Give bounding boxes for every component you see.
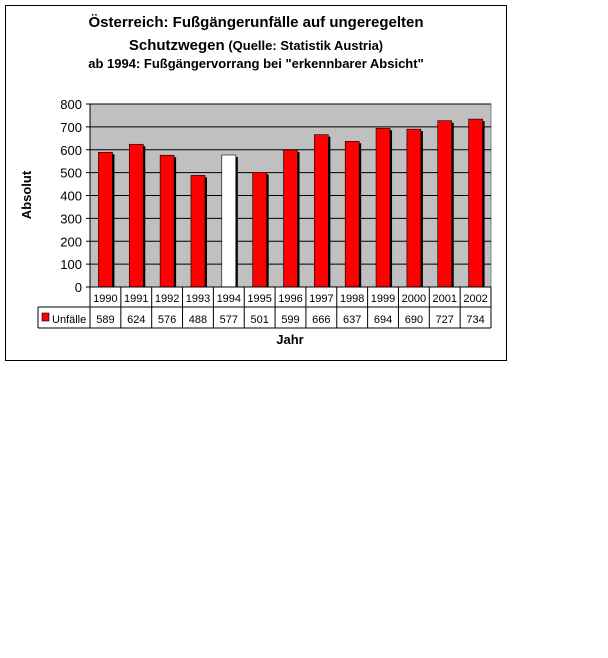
data-value-label: 576 (157, 314, 177, 326)
x-category-label: 1995 (247, 293, 272, 305)
x-category-label: 1990 (93, 293, 118, 305)
data-value-label: 690 (404, 314, 424, 326)
x-category-label: 2001 (432, 293, 457, 305)
x-axis-title: Jahr (276, 332, 304, 347)
x-category-label: 2000 (401, 293, 427, 305)
bar (284, 150, 298, 287)
y-tick-label: 500 (60, 165, 82, 181)
chart-title-source: (Quelle: Statistik Austria) (224, 38, 384, 53)
y-axis-title: Absolut (19, 170, 34, 220)
y-tick-label: 300 (60, 211, 82, 227)
data-value-label: 488 (188, 314, 208, 326)
legend-label: Unfälle (52, 314, 87, 326)
chart-title-main: Schutzwegen (128, 37, 225, 54)
y-tick-label: 400 (60, 188, 82, 204)
data-value-label: 694 (373, 314, 393, 326)
bar (129, 144, 143, 287)
y-tick-label: 700 (60, 119, 82, 135)
bar (253, 172, 267, 287)
y-tick-label: 200 (60, 234, 82, 250)
data-value-label: 599 (281, 314, 300, 326)
y-tick-label: 600 (60, 142, 82, 158)
bar (469, 119, 483, 287)
data-value-label: 734 (466, 314, 485, 326)
x-category-label: 1993 (185, 293, 211, 305)
x-category-label: 1991 (124, 293, 149, 305)
chart-title-line-1: Österreich: Fußgängerunfälle auf ungeregelten (88, 14, 424, 31)
chart-title-line-3: ab 1994: Fußgängervorrang bei "erkennbarer Absicht" (88, 56, 424, 71)
bar (98, 152, 112, 287)
bar (160, 155, 174, 287)
y-tick-label: 100 (60, 257, 82, 273)
data-value-label: 577 (219, 314, 238, 326)
x-category-label: 2002 (463, 293, 488, 305)
x-category-label: 1996 (278, 293, 303, 305)
data-value-label: 624 (127, 314, 146, 326)
bar (345, 141, 359, 287)
y-tick-label: 0 (74, 280, 82, 295)
x-category-label: 1994 (216, 293, 242, 305)
data-value-label: 501 (250, 314, 269, 326)
legend-swatch (42, 313, 49, 321)
bar (314, 135, 328, 287)
bar (222, 155, 236, 287)
data-value-label: 727 (435, 314, 454, 326)
bar (191, 175, 205, 287)
x-category-label: 1999 (370, 293, 396, 305)
x-category-label: 1997 (309, 293, 334, 305)
bar (376, 128, 390, 287)
bar (407, 129, 421, 287)
x-category-label: 1992 (154, 293, 180, 305)
data-value-label: 666 (312, 314, 331, 326)
bar (438, 121, 452, 287)
y-tick-label: 800 (60, 97, 82, 112)
data-value-label: 637 (343, 314, 362, 326)
x-category-label: 1998 (339, 293, 365, 305)
data-value-label: 589 (96, 314, 115, 326)
